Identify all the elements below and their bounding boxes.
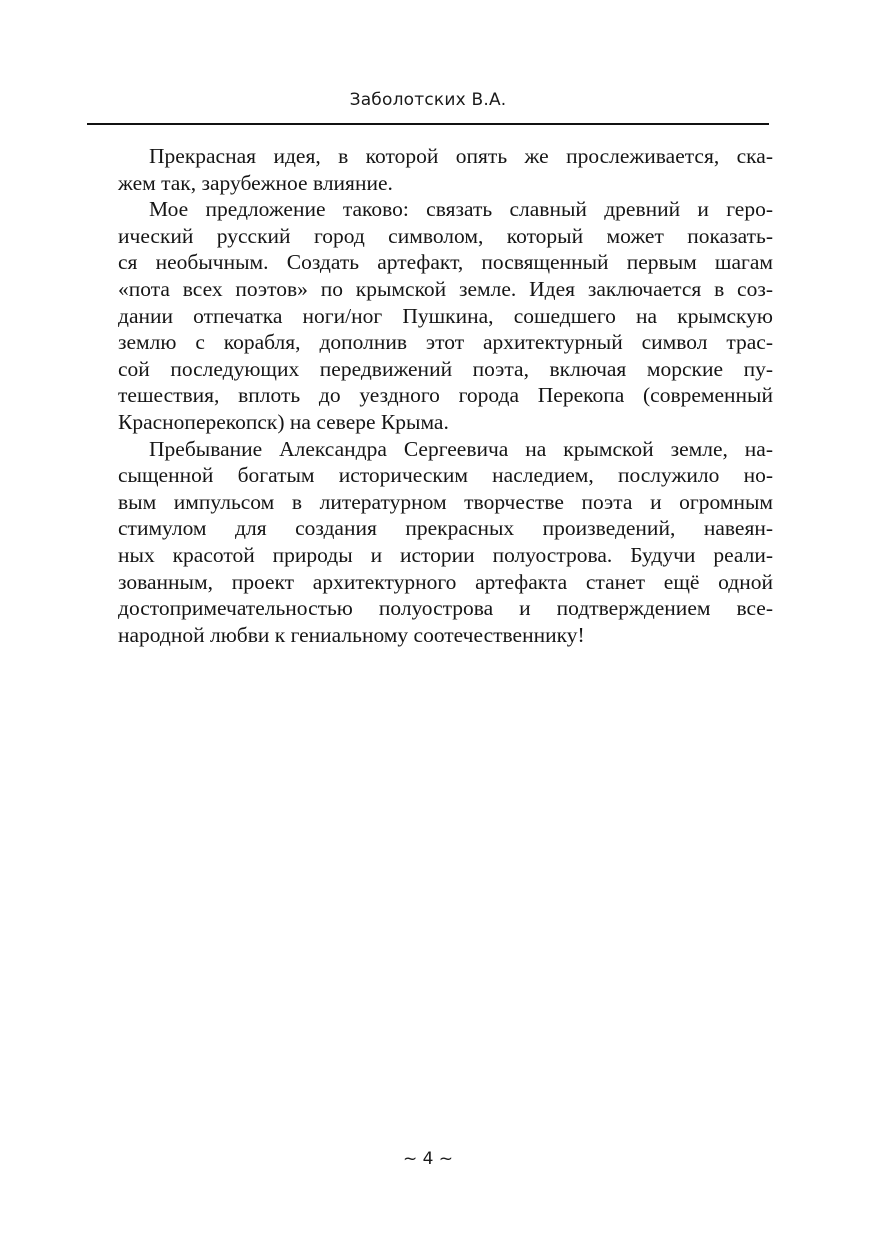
text-line: ных красотой природы и истории полуострова. Будучи реали- [118, 542, 773, 567]
text-line: Красноперекопск) на севере Крыма. [118, 409, 449, 434]
text-line: Пребывание Александра Сергеевича на крымской земле, на- [149, 436, 773, 461]
text-line: народной любви к гениальному соотечественнику! [118, 622, 585, 647]
text-line: зованным, проект архитектурного артефакта станет ещё одной [118, 569, 773, 594]
text-line: достопримечательностью полуострова и подтверждением все- [118, 596, 773, 621]
page-number: ~ 4 ~ [402, 1149, 454, 1169]
paragraph [87, 143, 773, 196]
text-line: Мое предложение таково: связать славный древний и геро- [149, 197, 773, 222]
text-line: вым импульсом в литературном творчестве поэта и огромным [118, 489, 773, 514]
text-line: тешествия, вплоть до уездного города Перекопа (современный [118, 383, 773, 408]
text-line: сыщенной богатым историческим наследием, послужило но- [118, 463, 773, 488]
header-rule [87, 123, 769, 125]
paragraph [87, 196, 773, 435]
text-line: ся необычным. Создать артефакт, посвященный первым шагам [118, 250, 773, 275]
running-head: Заболотских В.А. [349, 90, 507, 110]
text-line: землю с корабля, дополнив этот архитектурный символ трас- [118, 330, 773, 355]
text-line: Прекрасная идея, в которой опять же прослеживается, ска- [149, 144, 773, 168]
text-line: ический русский город символом, который может показать- [118, 223, 773, 248]
text-line: дании отпечатка ноги/ног Пушкина, сошедшего на крымскую [118, 303, 773, 328]
text-line: «пота всех поэтов» по крымской земле. Идея заключается в соз- [118, 276, 773, 301]
text-line: стимулом для создания прекрасных произведений, навеян- [118, 516, 773, 541]
text-line: жем так, зарубежное влияние. [118, 170, 393, 195]
body-text [87, 143, 773, 648]
text-line: сой последующих передвижений поэта, включая морские пу- [118, 356, 773, 381]
paragraph [87, 436, 773, 649]
